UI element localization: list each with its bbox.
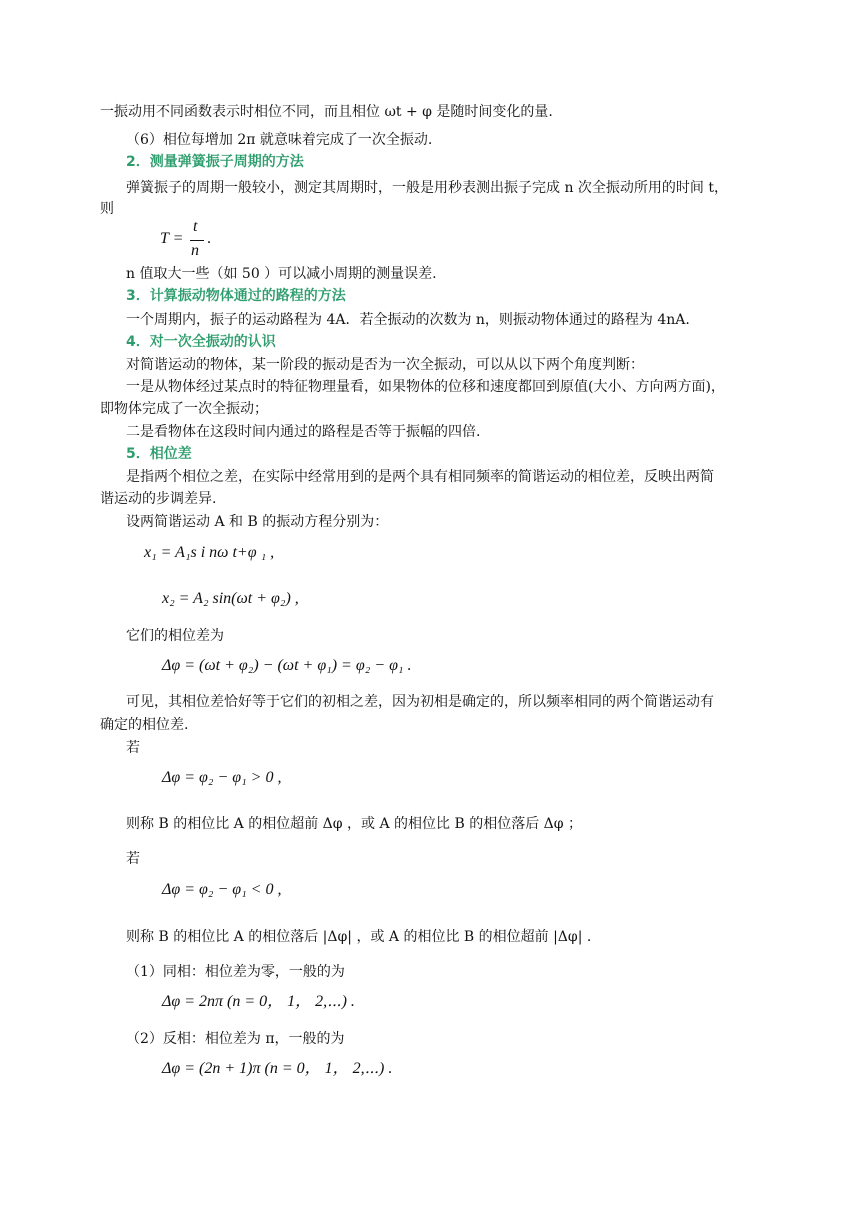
text-line: 若 <box>126 740 140 756</box>
text-line: 二是看物体在这段时间内通过的路程是否等于振幅的四倍. <box>126 424 481 440</box>
equation-anti-phase: Δφ = (2n + 1)π (n = 0， 1， 2,⋯) . <box>162 1060 393 1077</box>
formula-period <box>160 218 220 262</box>
text-line: 是指两个相位之差，在实际中经常用到的是两个具有相同频率的简谐运动的相位差，反映出两简 <box>126 469 714 485</box>
text-line: 则称 B 的相位比 A 的相位超前 Δφ ，或 A 的相位比 B 的相位落后 Δφ ； <box>126 816 583 832</box>
equation-phase-difference: Δφ = (ωt + φ₂) − (ωt + φ₁) = φ₂ − φ₁ . <box>162 657 412 674</box>
text-line: 若 <box>126 851 140 867</box>
text-line: 对简谐运动的物体，某一阶段的振动是否为一次全振动，可以从以下两个角度判断： <box>126 357 644 373</box>
formula-denominator: n <box>191 242 199 259</box>
text-line: （2）反相：相位差为 π，一般的为 <box>126 1031 345 1047</box>
text-line: 即物体完成了一次全振动； <box>100 401 268 417</box>
text-line: 一是从物体经过某点时的特征物理量看，如果物体的位移和速度都回到原值(大小、方向两方面)， <box>126 379 725 395</box>
equation-negative: Δφ = φ₂ − φ₁ < 0 , <box>162 881 282 898</box>
formula-numerator: t <box>193 218 198 235</box>
text-line: （6）相位每增加 2π 就意味着完成了一次全振动. <box>126 132 433 148</box>
text-line: 可见，其相位差恰好等于它们的初相之差，因为初相是确定的，所以频率相同的两个简谐运动有 <box>126 694 714 710</box>
equation-in-phase: Δφ = 2nπ (n = 0， 1， 2,⋯) . <box>162 993 355 1010</box>
text-line: n 值取大一些（如 50 ）可以减小周期的测量误差. <box>126 266 437 282</box>
equation-x2: x₂ = A₂ sin(ωt + φ₂) , <box>162 590 299 607</box>
text-line: 确定的相位差. <box>100 717 189 733</box>
text-line: 弹簧振子的周期一般较小，测定其周期时，一般是用秒表测出振子完成 n 次全振动所用的时间 t， <box>126 180 728 196</box>
section-heading-3: 3．计算振动物体通过的路程的方法 <box>126 288 346 304</box>
text-line: 则 <box>100 201 114 217</box>
text-line: （1）同相：相位差为零，一般的为 <box>126 964 345 980</box>
equation-positive: Δφ = φ₂ − φ₁ > 0 , <box>162 769 282 786</box>
text-line: 谐运动的步调差异. <box>100 491 217 507</box>
equation-x1: x₁ = A₁s i nω t+φ ₁ , <box>144 544 275 561</box>
text-line: 设两简谐运动 A 和 B 的振动方程分别为： <box>126 514 389 530</box>
section-heading-4: 4．对一次全振动的认识 <box>126 334 276 350</box>
formula-period-mark: . <box>207 230 211 247</box>
formula-lhs: T = <box>160 230 184 247</box>
text-line: 它们的相位差为 <box>126 628 224 644</box>
text-line: 一振动用不同函数表示时相位不同，而且相位 ωt + φ 是随时间变化的量. <box>100 104 553 120</box>
fraction-bar <box>190 240 204 241</box>
section-heading-2: 2．测量弹簧振子周期的方法 <box>126 154 304 170</box>
text-line: 一个周期内，振子的运动路程为 4A．若全振动的次数为 n，则振动物体通过的路程为 4nA. <box>126 312 690 328</box>
section-heading-5: 5．相位差 <box>126 446 192 462</box>
text-line: 则称 B 的相位比 A 的相位落后 |Δφ| ，或 A 的相位比 B 的相位超前 |Δφ| . <box>126 929 592 945</box>
